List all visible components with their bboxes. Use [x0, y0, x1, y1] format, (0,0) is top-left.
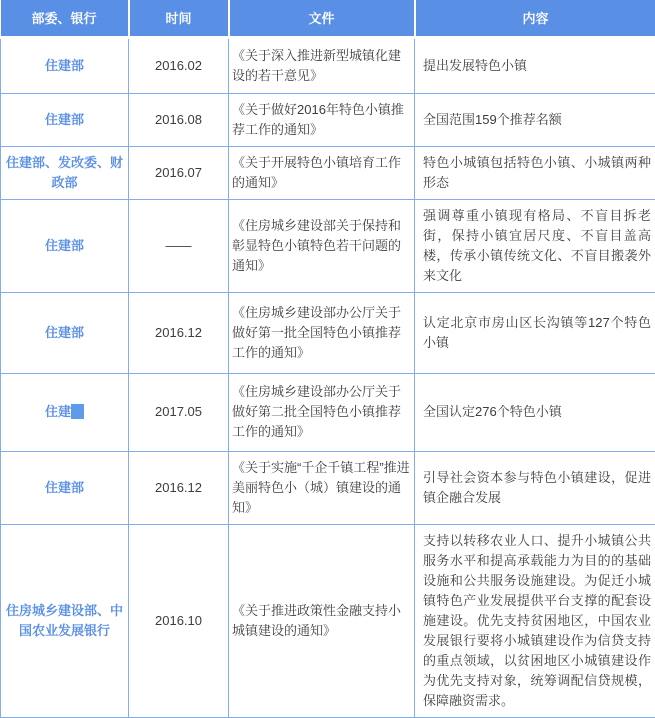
table-row	[1, 292, 655, 373]
column-header-time: 时间	[129, 0, 229, 37]
content-cell: 支持以转移农业人口、提升小城镇公共服务水平和提高承载能力为目的的基础设施和公共服务设施建设。为促迁小城镇特色产业发展提供平台支撑的配套设施建设。优先支持贫困地区，中国农业发展银行要将小城镇建设作为信贷支持的重点领域，以贫困地区小城镇建设作为优先支持对象，统筹调配信贷规模，保障融资需求。	[415, 524, 655, 717]
doc-cell: 《关于开展特色小镇培育工作的通知》	[229, 146, 415, 199]
dept-cell: 住房城乡建设部、中国农业发展银行	[1, 524, 129, 717]
doc-cell: 《关于做好2016年特色小镇推荐工作的通知》	[229, 93, 415, 146]
doc-cell: 《住房城乡建设部办公厅关于做好第一批全国特色小镇推荐工作的通知》	[229, 292, 415, 373]
dept-cell: 住建部	[1, 373, 129, 451]
header-row	[1, 0, 655, 37]
content-cell: 强调尊重小镇现有格局、不盲目拆老街，保持小镇宜居尺度、不盲目盖高楼，传承小镇传统文化、不盲目搬袭外来文化	[415, 199, 655, 292]
table-row	[1, 373, 655, 451]
time-cell: 2016.12	[129, 451, 229, 524]
dept-cell: 住建部	[1, 199, 129, 292]
time-cell: 2016.02	[129, 37, 229, 93]
doc-cell: 《关于推进政策性金融支持小城镇建设的通知》	[229, 524, 415, 717]
table-row	[1, 93, 655, 146]
content-cell: 全国认定276个特色小镇	[415, 373, 655, 451]
time-cell: ——	[129, 199, 229, 292]
time-cell: 2016.07	[129, 146, 229, 199]
table-row	[1, 37, 655, 93]
table-row	[1, 451, 655, 524]
content-cell: 引导社会资本参与特色小镇建设，促进镇企融合发展	[415, 451, 655, 524]
doc-cell: 《住房城乡建设部办公厅关于做好第二批全国特色小镇推荐工作的通知》	[229, 373, 415, 451]
selected-text: 部	[71, 404, 84, 419]
table-row	[1, 199, 655, 292]
dept-cell: 住建部	[1, 451, 129, 524]
table-row	[1, 146, 655, 199]
content-cell: 全国范围159个推荐名额	[415, 93, 655, 146]
dept-cell: 住建部、发改委、财政部	[1, 146, 129, 199]
content-cell: 特色小城镇包括特色小镇、小城镇两种形态	[415, 146, 655, 199]
content-cell: 认定北京市房山区长沟镇等127个特色小镇	[415, 292, 655, 373]
dept-cell: 住建部	[1, 37, 129, 93]
doc-cell: 《住房城乡建设部关于保持和彰显特色小镇特色若干问题的通知》	[229, 199, 415, 292]
time-cell: 2016.08	[129, 93, 229, 146]
dept-cell: 住建部	[1, 292, 129, 373]
content-cell: 提出发展特色小镇	[415, 37, 655, 93]
table-row	[1, 524, 655, 717]
dept-cell: 住建部	[1, 93, 129, 146]
doc-cell: 《关于深入推进新型城镇化建设的若干意见》	[229, 37, 415, 93]
column-header-content: 内容	[415, 0, 655, 37]
column-header-dept: 部委、银行	[1, 0, 129, 37]
table-body	[1, 37, 655, 717]
time-cell: 2016.10	[129, 524, 229, 717]
time-cell: 2017.05	[129, 373, 229, 451]
doc-cell: 《关于实施“千企千镇工程”推进美丽特色小（城）镇建设的通知》	[229, 451, 415, 524]
column-header-doc: 文件	[229, 0, 415, 37]
table-header	[1, 0, 655, 37]
time-cell: 2016.12	[129, 292, 229, 373]
